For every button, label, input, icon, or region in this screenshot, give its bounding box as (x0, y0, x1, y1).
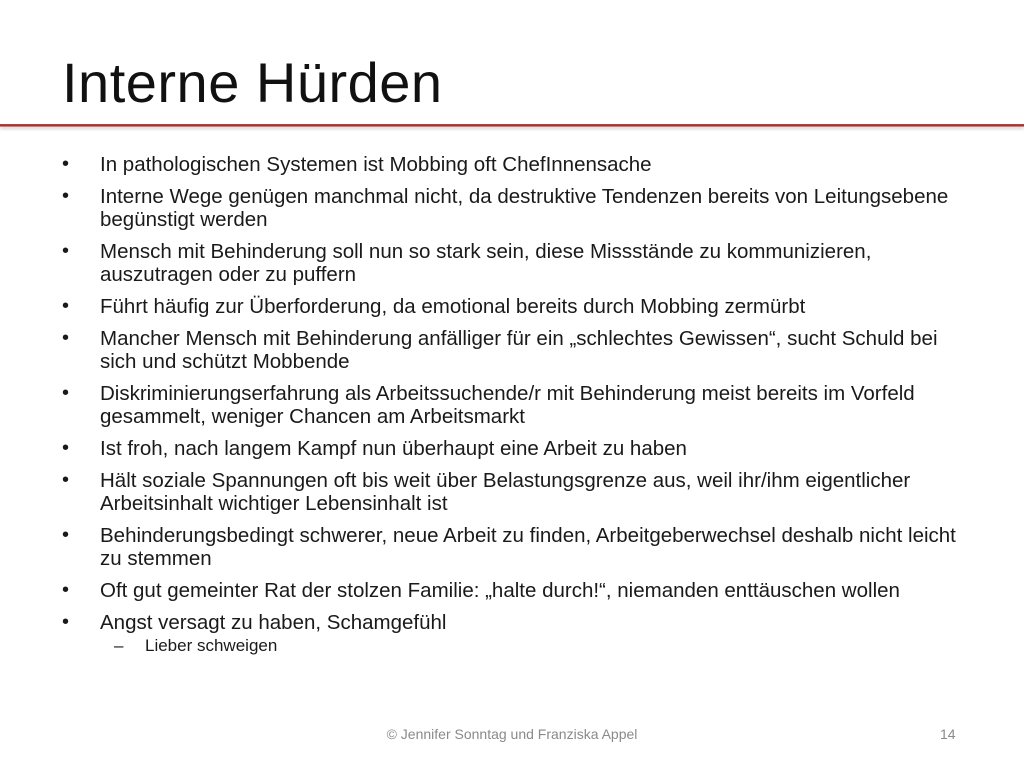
bullet-text: In pathologischen Systemen ist Mobbing oft ChefInnensache (100, 153, 652, 176)
slide-title: Interne Hürden (62, 51, 443, 114)
sub-bullet-text: Lieber schweigen (145, 636, 278, 655)
bullet-list (62, 153, 962, 665)
bullet-marker: • (62, 524, 70, 546)
sub-bullet-item (100, 636, 962, 656)
bullet-marker: • (62, 185, 70, 207)
bullet-item (62, 524, 962, 570)
bullet-item (62, 611, 962, 656)
sub-bullet-marker: – (114, 636, 124, 655)
bullet-marker: • (62, 611, 70, 633)
footer-copyright: © Jennifer Sonntag und Franziska Appel (386, 726, 638, 742)
bullet-text: Oft gut gemeinter Rat der stolzen Familie: „halte durch!“, niemanden enttäuschen wollen (100, 579, 900, 602)
bullet-item (62, 469, 962, 515)
bullet-marker: • (62, 382, 70, 404)
bullet-text: Diskriminierungserfahrung als Arbeitssuchende/r mit Behinderung meist bereits im Vorfeld gesammelt, weniger Chancen am Arbeitsmarkt (100, 382, 915, 428)
bullet-marker: • (62, 327, 70, 349)
bullet-item (62, 185, 962, 231)
page-number: 14 (940, 726, 956, 742)
bullet-item (62, 382, 962, 428)
title-divider (0, 124, 1024, 127)
bullet-text: Angst versagt zu haben, Schamgefühl (100, 611, 447, 634)
bullet-item (62, 295, 962, 318)
bullet-marker: • (62, 579, 70, 601)
bullet-marker: • (62, 240, 70, 262)
bullet-item (62, 437, 962, 460)
bullet-item (62, 240, 962, 286)
bullet-marker: • (62, 437, 70, 459)
bullet-item (62, 579, 962, 602)
sub-bullet-list (100, 636, 962, 656)
bullet-item (62, 153, 962, 176)
bullet-text: Ist froh, nach langem Kampf nun überhaupt eine Arbeit zu haben (100, 437, 687, 460)
bullet-text: Hält soziale Spannungen oft bis weit über Belastungsgrenze aus, weil ihr/ihm eigentlicher Arbeitsinhalt wichtiger Lebensinhalt ist (100, 469, 911, 515)
bullet-text: Führt häufig zur Überforderung, da emotional bereits durch Mobbing zermürbt (100, 295, 806, 318)
bullet-marker: • (62, 153, 70, 175)
bullet-marker: • (62, 295, 70, 317)
bullet-item (62, 327, 962, 373)
bullet-text: Interne Wege genügen manchmal nicht, da destruktive Tendenzen bereits von Leitungsebene begünstigt werden (100, 185, 949, 231)
bullet-text: Behinderungsbedingt schwerer, neue Arbeit zu finden, Arbeitgeberwechsel deshalb nicht leicht zu stemmen (100, 524, 956, 570)
bullet-text: Mensch mit Behinderung soll nun so stark sein, diese Missstände zu kommunizieren, auszutragen oder zu puffern (100, 240, 872, 286)
bullet-marker: • (62, 469, 70, 491)
bullet-text: Mancher Mensch mit Behinderung anfälliger für ein „schlechtes Gewissen“, sucht Schuld bei sich und schützt Mobbende (100, 327, 938, 373)
